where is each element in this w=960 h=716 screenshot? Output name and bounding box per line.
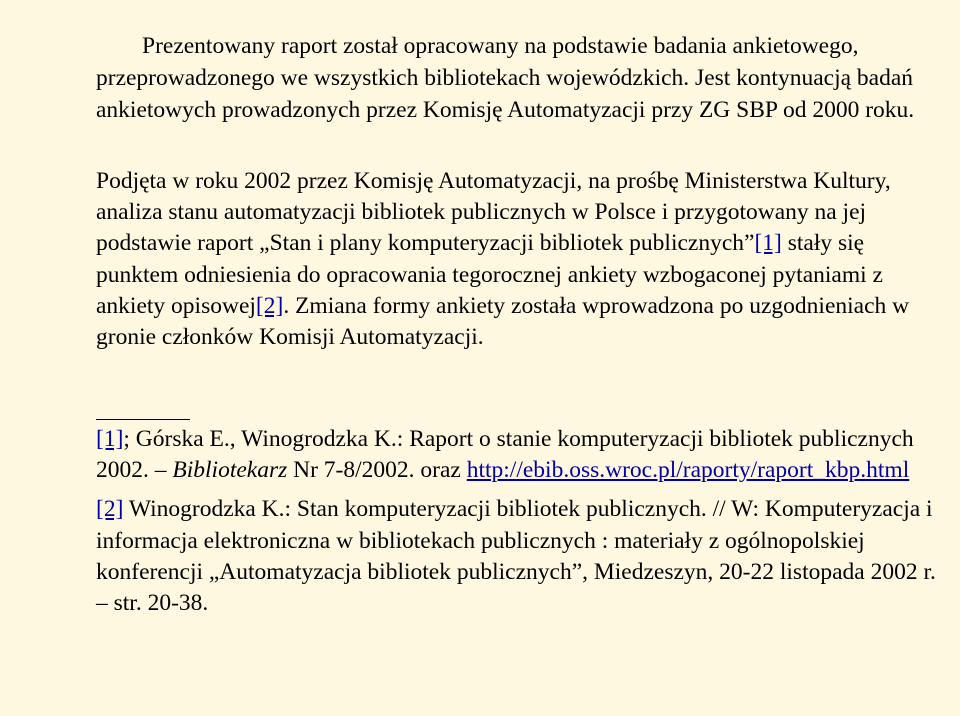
footnotes-section bbox=[96, 424, 946, 619]
footnote-2-backlink[interactable]: [2] bbox=[96, 496, 124, 523]
footnote-1-url-link[interactable]: http://ebib.oss.wroc.pl/raporty/raport_kbp.html bbox=[466, 457, 910, 484]
footnote-1-journal: Bibliotekarz bbox=[172, 457, 288, 484]
footnote-1 bbox=[96, 424, 946, 486]
footnote-2 bbox=[96, 494, 946, 619]
footnote-1-backlink[interactable]: [1] bbox=[96, 426, 124, 452]
intro-text: Prezentowany raport został opracowany na podstawie badania ankietowego, przeprowadzonego we wszystkich bibliotekach wojewódzkich. Jest kontynuacją badań ankietowych prowadzonych przez Komisję Automatyzacji przy ZG SBP od 2000 roku. bbox=[96, 33, 915, 123]
footnote-1-text-a: ; Górska E., Winogrodzka K.: Raport o stanie komputeryzacji bibliotek publicznych 2002. – bbox=[96, 426, 914, 484]
main-paragraph-text-3: . Zmiana formy ankiety została wprowadzona po uzgodnieniach w gronie członków Komisji Automatyzacji. bbox=[96, 292, 910, 351]
footnote-2-text: Winogrodzka K.: Stan komputeryzacji bibliotek publicznych. // W: Komputeryzacja i informacja elektroniczna w bibliotekach publicznych : materiały z ogólnopolskiej konferencji „Automatyzacja bibliotek publicznych”, Miedzeszyn, 20-22 listopada 2002 r. – str. 20-38. bbox=[96, 496, 936, 617]
footnote-ref-1-link[interactable]: [1] bbox=[754, 230, 782, 257]
intro-paragraph bbox=[96, 30, 936, 126]
main-paragraph-text-1: Podjęta w roku 2002 przez Komisję Automatyzacji, na prośbę Ministerstwa Kultury, analiza stanu automatyzacji bibliotek publicznych w Polsce i przygotowany na jej podstawie raport „Stan i plany komputeryzacji bibliotek publicznych” bbox=[96, 168, 891, 257]
footnote-1-text-b: Nr 7-8/2002. oraz bbox=[287, 457, 467, 484]
main-paragraph-text-2: stały się punktem odniesienia do opracowania tegorocznej ankiety wzbogaconej pytaniami z ankiety opisowej bbox=[96, 230, 883, 319]
footnote-separator bbox=[96, 419, 190, 420]
footnote-ref-2-link[interactable]: [2] bbox=[255, 292, 284, 319]
main-paragraph bbox=[96, 166, 946, 353]
